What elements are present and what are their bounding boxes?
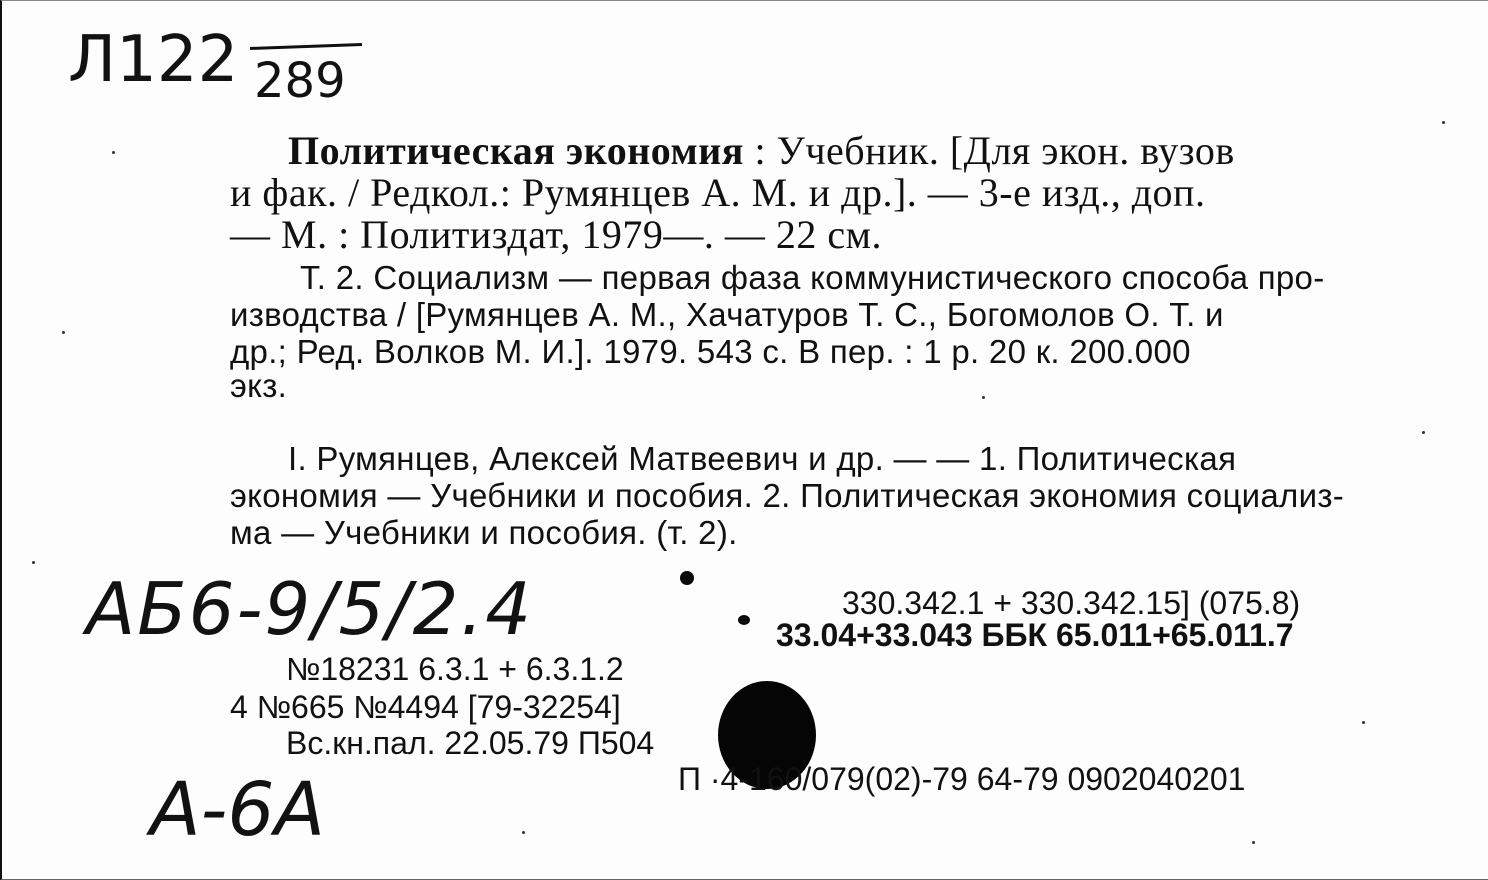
- handwritten-inventory: АБ6-9/5/2.4: [86, 567, 534, 651]
- tracing-line-1: I. Румянцев, Алексей Матвеевич и др. — — 1. Политическая: [288, 440, 1237, 477]
- udc-line: 330.342.1 + 330.342.15] (075.8): [842, 585, 1301, 621]
- shelfmark-sub: 289: [254, 53, 346, 109]
- scan-speck: [522, 831, 525, 834]
- scan-speck: [32, 561, 35, 564]
- scan-speck: [1362, 721, 1365, 724]
- title-line-2: и фак. / Редкол.: Румянцев А. М. и др.]. — 3-е изд., доп.: [230, 170, 1206, 215]
- scan-speck: [62, 331, 65, 334]
- shelfmark-main: Л122: [68, 23, 239, 97]
- ink-dot: [680, 571, 694, 585]
- volume-line-3: др.; Ред. Волков М. И.]. 1979. 543 с. В пер. : 1 р. 20 к. 200.000: [230, 333, 1191, 370]
- ink-dot: [738, 615, 750, 625]
- bbk-line: 33.04+33.043 ББК 65.011+65.011.7: [776, 617, 1294, 653]
- code-line-3: Вс.кн.пал. 22.05.79 П504: [286, 725, 655, 761]
- title-line-1: [288, 127, 1235, 174]
- tracing-line-2: экономия — Учебники и пособия. 2. Политическая экономия социализ-: [230, 477, 1345, 514]
- volume-line-1: Т. 2. Социализм — первая фаза коммунистического способа про-: [300, 259, 1325, 296]
- scan-speck: [1252, 841, 1255, 844]
- scan-speck: [982, 396, 985, 399]
- volume-line-2: изводства / [Румянцев А. М., Хачатуров Т. С., Богомолов О. Т. и: [230, 296, 1224, 333]
- title-bold: Политическая экономия: [288, 128, 744, 173]
- scan-speck: [112, 151, 115, 154]
- shelfmark-handwritten: [68, 23, 238, 97]
- code-line-2: 4 №665 №4494 [79-32254]: [230, 689, 621, 725]
- code-line-1: №18231 6.3.1 + 6.3.1.2: [286, 651, 624, 687]
- tracing-line-3: ма — Учебники и пособия. (т. 2).: [230, 514, 738, 551]
- handwritten-bottom: А-6А: [150, 767, 326, 853]
- volume-line-4: экз.: [230, 367, 288, 404]
- title-rest: : Учебник. [Для экон. вузов: [754, 128, 1235, 173]
- scan-speck: [1442, 121, 1445, 124]
- footer-code: П ·4-160/079(02)-79 64-79 0902040201: [678, 761, 1246, 797]
- title-line-3: — М. : Политиздат, 1979—. — 22 см.: [230, 212, 882, 257]
- shelfmark-overline: [250, 43, 362, 50]
- scan-speck: [1422, 431, 1425, 434]
